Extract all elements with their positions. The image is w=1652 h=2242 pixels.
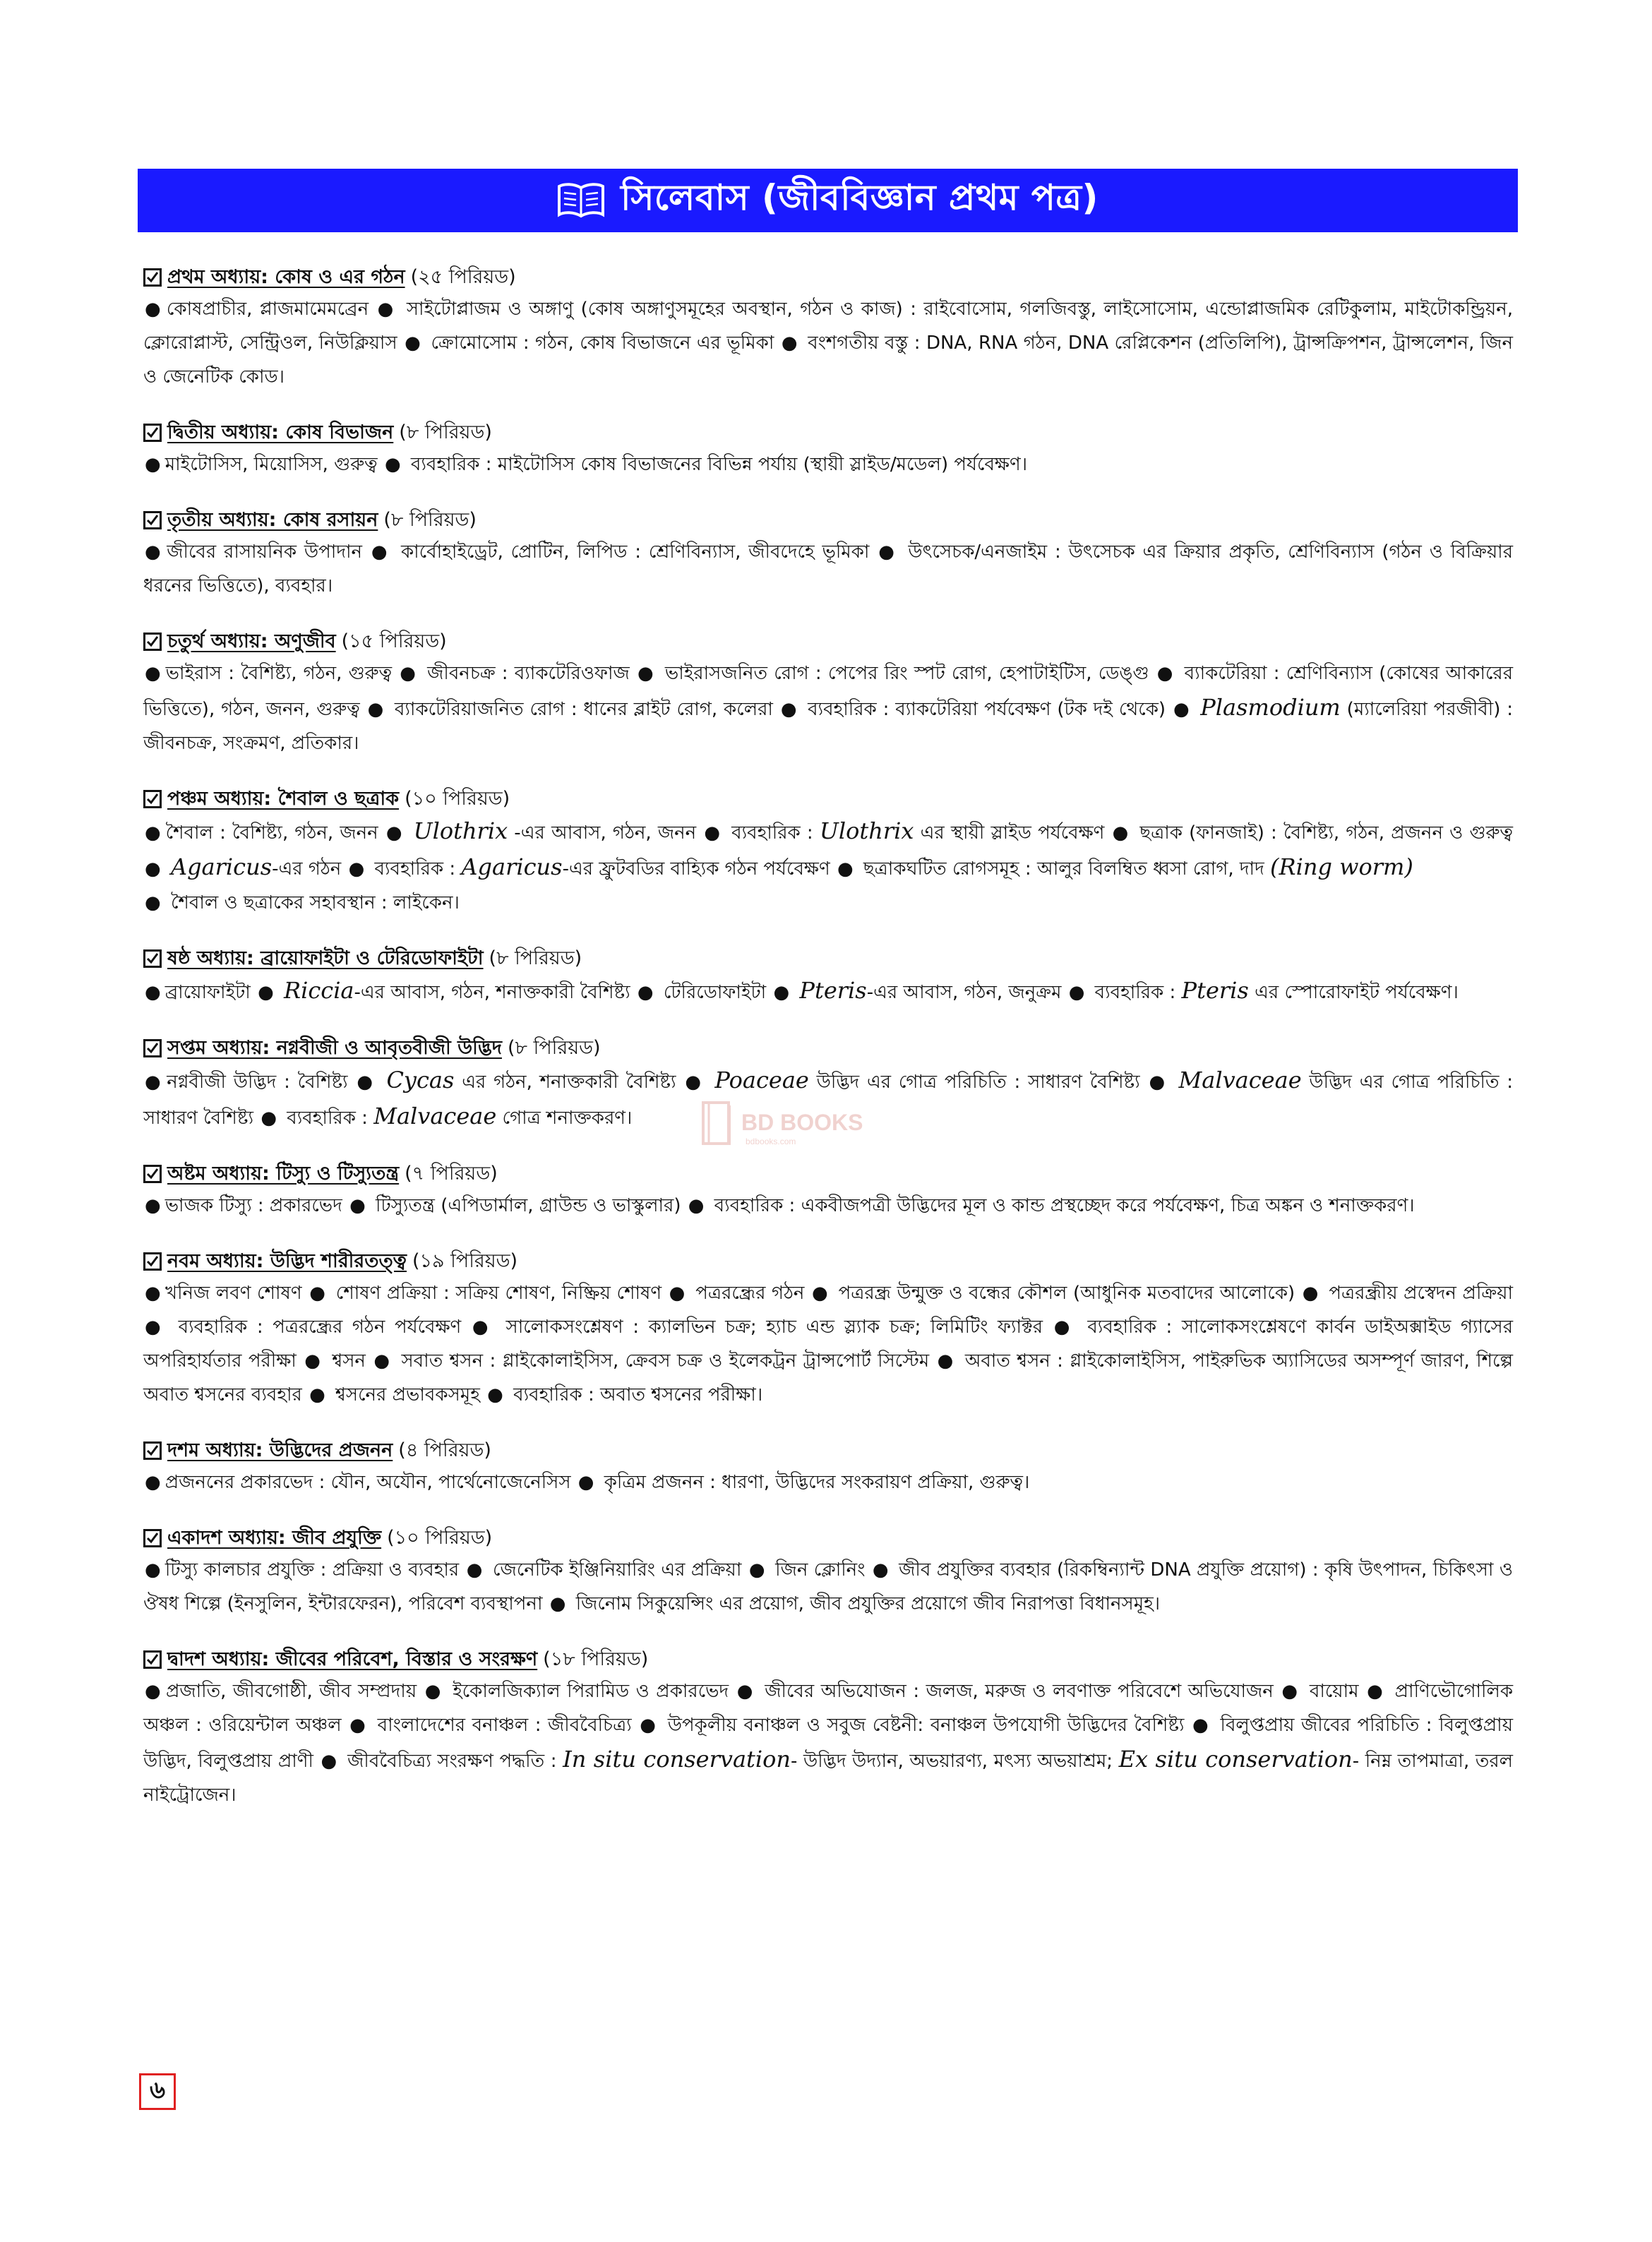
- chapter-period: (৮ পিরিয়ড): [507, 1037, 601, 1059]
- chapter-topics: ● খনিজ লবণ শোষণ ● শোষণ প্রক্রিয়া : সক্রিয় শোষণ, নিষ্ক্রিয় শোষণ ● পত্ররন্ধ্রের গঠন ● পত্ররন্ধ্র উন্মুক্ত ও বন্ধের কৌশল (আধুনিক মতবাদের আলোকে) ● পত্ররন্ধ্রীয় প্রস্বেদন প্রক্রিয়া ● ব্যবহারিক : পত্ররন্ধ্রের গঠন পর্যবেক্ষণ ● সালোকসংশ্লেষণ : ক্যালভিন চক্র; হ্যাচ এন্ড স্ল্যাক চক্র; লিমিটিং ফ্যাক্টর ● ব্যবহারিক : সালোকসংশ্লেষণে কার্বন ডাইঅক্সাইড গ্যাসের অপরিহার্যতার পরীক্ষা ● শ্বসন ● সবাত শ্বসন : গ্লাইকোলাইসিস, ক্রেবস চক্র ও ইলেকট্রন ট্রান্সপোর্ট সিস্টেম ● অবাত শ্বসন : গ্লাইকোলাইসিস, পাইরুভিক অ্যাসিডের অসম্পূর্ণ জারণ, শিল্পে অবাত শ্বসনের ব্যবহার ● শ্বসনের প্রভাবকসমূহ ● ব্যবহারিক : অবাত শ্বসনের পরীক্ষা।: [143, 1283, 1514, 1405]
- chapter-section: [143, 1523, 1513, 1621]
- chapter-topics: ● প্রজননের প্রকারভেদ : যৌন, অযৌন, পার্থেনোজেনেসিস ● কৃত্রিম প্রজনন : ধারণা, উদ্ভিদের সংকরায়ণ প্রক্রিয়া, গুরুত্ব।: [145, 1472, 1030, 1493]
- checkbox-checked-icon: [143, 1650, 162, 1669]
- chapter-section: [143, 627, 1513, 760]
- chapter-heading: [143, 1033, 1513, 1063]
- chapter-title: দ্বাদশ অধ্যায়: জীবের পরিবেশ, বিস্তার ও সংরক্ষণ: [167, 1648, 538, 1670]
- chapter-period: (৮ পিরিয়ড): [383, 509, 477, 531]
- checkbox-checked-icon: [143, 1441, 162, 1460]
- chapter-title: একাদশ অধ্যায়: জীব প্রযুক্তি: [167, 1527, 382, 1549]
- chapter-title: তৃতীয় অধ্যায়: কোষ রসায়ন: [167, 509, 378, 531]
- chapter-title: অষ্টম অধ্যায়: টিস্যু ও টিস্যুতন্ত্র: [167, 1163, 400, 1185]
- chapter-title: সপ্তম অধ্যায়: নগ্নবীজী ও আবৃতবীজী উদ্ভিদ: [167, 1037, 502, 1059]
- chapter-topics: ● প্রজাতি, জীবগোষ্ঠী, জীব সম্প্রদায় ● ইকোলজিক্যাল পিরামিড ও প্রকারভেদ ● জীবের অভিযোজন : জলজ, মরুজ ও লবণাক্ত পরিবেশে অভিযোজন ● বায়োম ● প্রাণিভৌগোলিক অঞ্চল : ওরিয়েন্টাল অঞ্চল ● বাংলাদেশের বনাঞ্চল : জীববৈচিত্র্য ● উপকূলীয় বনাঞ্চল ও সবুজ বেষ্টনী: বনাঞ্চল উপযোগী উদ্ভিদের বৈশিষ্ট্য ● বিলুপ্তপ্রায় জীবের পরিচিতি : বিলুপ্তপ্রায় উদ্ভিদ, বিলুপ্তপ্রায় প্রাণী ● জীববৈচিত্র্য সংরক্ষণ পদ্ধতি : In situ conservation- উদ্ভিদ উদ্যান, অভয়ারণ্য, মৎস্য অভয়াশ্রম; Ex situ conservation- নিম্ন তাপমাত্রা, তরল নাইট্রোজেন।: [143, 1681, 1514, 1806]
- chapter-topics: ● জীবের রাসায়নিক উপাদান ● কার্বোহাইড্রেট, প্রোটিন, লিপিড : শ্রেণিবিন্যাস, জীবদেহে ভূমিকা ● উৎসেচক/এনজাইম : উৎসেচক এর ক্রিয়ার প্রকৃতি, শ্রেণিবিন্যাস (গঠন ও বিক্রিয়ার ধরনের ভিত্তিতে), ব্যবহার।: [143, 541, 1513, 597]
- chapter-title: নবম অধ্যায়: উদ্ভিদ শারীরতত্ত্ব: [167, 1250, 407, 1272]
- chapter-title: পঞ্চম অধ্যায়: শৈবাল ও ছত্রাক: [167, 788, 400, 810]
- chapter-topics: ● টিস্যু কালচার প্রযুক্তি : প্রক্রিয়া ও ব্যবহার ● জেনেটিক ইঞ্জিনিয়ারিং এর প্রক্রিয়া ● জিন ক্লোনিং ● জীব প্রযুক্তির ব্যবহার (রিকম্বিন্যান্ট DNA প্রযুক্তি প্রয়োগ) : কৃষি উৎপাদন, চিকিৎসা ও ঔষধ শিল্পে (ইনসুলিন, ইন্টারফেরন), পরিবেশ ব্যবস্থাপনা ● জিনোম সিকুয়েন্সিং এর প্রয়োগ, জীব প্রযুক্তির প্রয়োগে জীব নিরাপত্তা বিধানসমূহ।: [143, 1559, 1514, 1614]
- checkbox-checked-icon: [143, 511, 162, 529]
- chapter-period: (২৫ পিরিয়ড): [410, 266, 516, 288]
- chapter-period: (৪ পিরিয়ড): [398, 1439, 491, 1461]
- chapter-section: [143, 1645, 1513, 1812]
- chapter-section: [143, 944, 1513, 1009]
- chapter-topics: ● শৈবাল : বৈশিষ্ট্য, গঠন, জনন ● Ulothrix -এর আবাস, গঠন, জনন ● ব্যবহারিক : Ulothrix এর স্থায়ী স্লাইড পর্যবেক্ষণ ● ছত্রাক (ফানজাই) : বৈশিষ্ট্য, গঠন, প্রজনন ও গুরুত্ব ● Agaricus-এর গঠন ● ব্যবহারিক : Agaricus-এর ফ্রুটবডির বাহ্যিক গঠন পর্যবেক্ষণ ● ছত্রাকঘটিত রোগসমূহ : আলুর বিলম্বিত ধ্বসা রোগ, দাদ (Ring worm) ● শৈবাল ও ছত্রাকের সহাবস্থান : লাইকেন।: [145, 817, 1513, 913]
- checkbox-checked-icon: [143, 1529, 162, 1547]
- chapter-topics: ● ব্রায়োফাইটা ● Riccia-এর আবাস, গঠন, শনাক্তকারী বৈশিষ্ট্য ● টেরিডোফাইটা ● Pteris-এর আবাস, গঠন, জনুক্রম ● ব্যবহারিক : Pteris এর স্পোরোফাইট পর্যবেক্ষণ।: [145, 977, 1459, 1004]
- syllabus-banner: [138, 169, 1518, 232]
- chapter-period: (৮ পিরিয়ড): [399, 421, 492, 443]
- chapter-period: (৮ পিরিয়ড): [489, 947, 582, 969]
- chapter-heading: [143, 505, 1513, 535]
- checkbox-checked-icon: [143, 268, 162, 287]
- chapter-section: [143, 418, 1513, 481]
- checkbox-checked-icon: [143, 1252, 162, 1271]
- watermark-text: BD BOOKS: [741, 1110, 863, 1135]
- chapter-section: [143, 1436, 1513, 1499]
- chapter-heading: [143, 418, 1513, 448]
- chapter-heading: [143, 1247, 1513, 1276]
- page-title: সিলেবাস (জীববিজ্ঞান প্রথম পত্র): [621, 176, 1099, 218]
- watermark-subtext: bdbooks.com: [746, 1137, 796, 1146]
- checkbox-checked-icon: [143, 790, 162, 808]
- chapter-period: (১০ পিরিয়ড): [387, 1527, 493, 1549]
- chapter-topics: ● মাইটোসিস, মিয়োসিস, গুরুত্ব ● ব্যবহারিক : মাইটোসিস কোষ বিভাজনের বিভিন্ন পর্যায় (স্থায়ী স্লাইড/মডেল) পর্যবেক্ষণ।: [145, 454, 1028, 475]
- chapter-period: (১৯ পিরিয়ড): [412, 1250, 518, 1272]
- checkbox-checked-icon: [143, 1165, 162, 1183]
- chapter-title: প্রথম অধ্যায়: কোষ ও এর গঠন: [167, 266, 405, 288]
- chapter-list: [143, 263, 1513, 1836]
- chapter-topics: ● কোষপ্রাচীর, প্লাজমামেমব্রেন ● সাইটোপ্লাজম ও অঙ্গাণু (কোষ অঙ্গাণুসমূহের অবস্থান, গঠন ও কাজ) : রাইবোসোম, গলজিবস্তু, লাইসোসোম, এন্ডোপ্লাজমিক রেটিকুলাম, মাইটোকন্ড্রিয়ন, ক্লোরোপ্লাস্ট, সেন্ট্রিওল, নিউক্লিয়াস ● ক্রোমোসোম : গঠন, কোষ বিভাজনে এর ভূমিকা ● বংশগতীয় বস্তু : DNA, RNA গঠন, DNA রেপ্লিকেশন (প্রতিলিপি), ট্রান্সক্রিপশন, ট্রান্সলেশন, জিন ও জেনেটিক কোড।: [143, 299, 1514, 388]
- chapter-heading: [143, 627, 1513, 657]
- chapter-title: ষষ্ঠ অধ্যায়: ব্রায়োফাইটা ও টেরিডোফাইটা: [167, 947, 484, 969]
- chapter-heading: [143, 944, 1513, 973]
- checkbox-checked-icon: [143, 633, 162, 651]
- checkbox-checked-icon: [143, 949, 162, 968]
- chapter-heading: [143, 1159, 1513, 1189]
- chapter-period: (১৫ পিরিয়ড): [341, 630, 447, 652]
- chapter-topics: ● নগ্নবীজী উদ্ভিদ : বৈশিষ্ট্য ● Cycas এর গঠন, শনাক্তকারী বৈশিষ্ট্য ● Poaceae উদ্ভিদ এর গোত্র পরিচিতি : সাধারণ বৈশিষ্ট্য ● Malvaceae উদ্ভিদ এর গোত্র পরিচিতি : সাধারণ বৈশিষ্ট্য ● ব্যবহারিক : Malvaceae গোত্র শনাক্তকরণ।: [143, 1067, 1514, 1129]
- open-book-icon: [557, 182, 605, 219]
- chapter-section: [143, 505, 1513, 603]
- chapter-topics: ● ভাইরাস : বৈশিষ্ট্য, গঠন, গুরুত্ব ● জীবনচক্র : ব্যাকটেরিওফাজ ● ভাইরাসজনিত রোগ : পেপের রিং স্পট রোগ, হেপাটাইটিস, ডেঙ্গু ● ব্যাকটেরিয়া : শ্রেণিবিন্যাস (কোষের আকারের ভিত্তিতে), গঠন, জনন, গুরুত্ব ● ব্যাকটেরিয়াজনিত রোগ : ধানের ব্লাইট রোগ, কলেরা ● ব্যবহারিক : ব্যাকটেরিয়া পর্যবেক্ষণ (টক দই থেকে) ● Plasmodium (ম্যালেরিয়া পরজীবী) : জীবনচক্র, সংক্রমণ, প্রতিকার।: [143, 663, 1514, 754]
- chapter-section: [143, 1033, 1513, 1135]
- page-number: ৬: [139, 2073, 176, 2110]
- chapter-heading: [143, 784, 1513, 814]
- chapter-title: দশম অধ্যায়: উদ্ভিদের প্রজনন: [167, 1439, 393, 1461]
- chapter-topics: ● ভাজক টিস্যু : প্রকারভেদ ● টিস্যুতন্ত্র (এপিডার্মাল, গ্রাউন্ড ও ভাস্কুলার) ● ব্যবহারিক : একবীজপত্রী উদ্ভিদের মূল ও কান্ড প্রস্থচ্ছেদ করে পর্যবেক্ষণ, চিত্র অঙ্কন ও শনাক্তকরণ।: [145, 1195, 1415, 1216]
- chapter-section: [143, 1247, 1513, 1412]
- chapter-period: (১৮ পিরিয়ড): [543, 1648, 649, 1670]
- chapter-section: [143, 1159, 1513, 1223]
- chapter-section: [143, 263, 1513, 394]
- chapter-heading: [143, 1645, 1513, 1674]
- chapter-heading: [143, 1436, 1513, 1465]
- chapter-section: [143, 784, 1513, 920]
- chapter-title: দ্বিতীয় অধ্যায়: কোষ বিভাজন: [167, 421, 394, 443]
- checkbox-checked-icon: [143, 1039, 162, 1057]
- chapter-heading: [143, 1523, 1513, 1553]
- chapter-heading: [143, 263, 1513, 292]
- chapter-title: চতুর্থ অধ্যায়: অণুজীব: [167, 630, 336, 652]
- checkbox-checked-icon: [143, 424, 162, 442]
- chapter-period: (৭ পিরিয়ড): [405, 1163, 498, 1185]
- chapter-period: (১০ পিরিয়ড): [405, 788, 510, 810]
